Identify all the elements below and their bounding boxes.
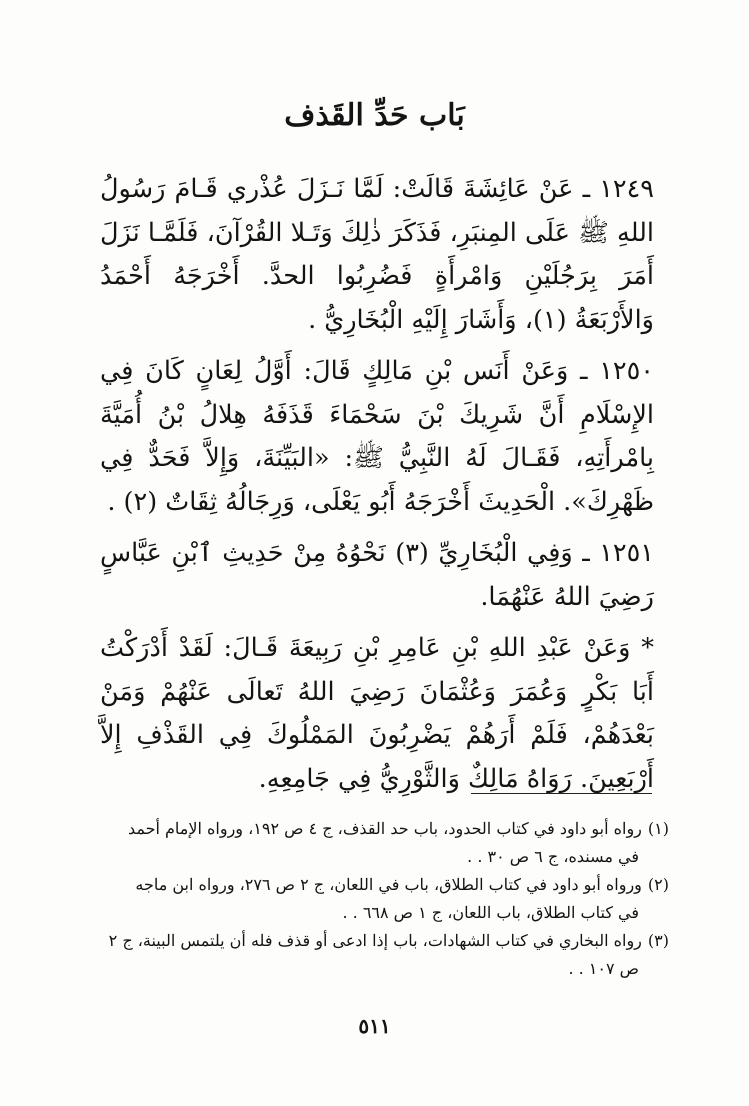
footnote-number: (٣): [647, 931, 669, 950]
chapter-title: بَاب حَدِّ القَذف: [284, 98, 465, 133]
footnote-item: [100, 815, 669, 871]
footnote-text-continued: ص ١٠٧ . .: [568, 959, 639, 978]
footnote-text-continued: في مسنده، ج ٦ ص ٣٠ . .: [467, 847, 639, 866]
footnote-item: [100, 927, 669, 983]
footnotes: [100, 815, 669, 983]
footnote-number: (٢): [647, 875, 669, 894]
footnote-text: رواه البخاري في كتاب الشهادات، باب إذا ادعى أو قذف فله أن يلتمس البينة، ج ٢: [108, 931, 642, 950]
hadith-1249: ١٢٤٩ ـ عَنْ عَائِشَةَ قَالَتْ: لَمَّا نَـزَلَ عُذْري قَـامَ رَسُولُ اللهِ ﷺ عَلَى المِنبَرِ، فَذَكَرَ ذٰلِكَ وَتَـلا القُرْآنَ، فَلَمَّـا نَزَلَ أَمَرَ بِرَجُلَيْنِ وَامْرأَةٍ فَضُرِبُوا الحدَّ. أَخْرَجَهُ أَحْمَدُ وَالأَرْبَعَةُ (١)، وَأَشَارَ إِلَيْهِ الْبُخَارِيُّ .: [100, 174, 654, 335]
hadith-1251: ١٢٥١ ـ وَفِي الْبُخَارِيِّ (٣) نَحْوُهُ مِنْ حَدِيثِ ٱبْنِ عَبَّاسٍ رَضِيَ اللهُ عَنْهُمَا.: [100, 538, 654, 612]
main-text: [100, 168, 654, 801]
page-number: ٥١١: [358, 1014, 391, 1038]
footnote-number: (١): [647, 819, 669, 838]
hadith-1250: ١٢٥٠ ـ وَعَنْ أَنَس بْنِ مَالِكٍ قَالَ: أَوَّلُ لِعَانٍ كَانَ فِي الإِسْلَامِ أَنَّ شَرِيكَ بْنَ سَحْمَاءَ قَذَفَهُ هِلالُ بْنُ أُمَيَّةَ بِامْرأَتِهِ، فَقَـالَ لَهُ النَّبِيُّ ﷺ: «البَيِّنَةَ، وَإِلاَّ فَحَدٌّ فِي ظَهْرِكَ». الْحَدِيثَ أَخْرَجَهُ أَبُو يَعْلَى، وَرِجَالُهُ ثِقَاتٌ (٢) .: [100, 356, 654, 517]
footnote-text: رواه أبو داود في كتاب الحدود، باب حد القذف، ج ٤ ص ١٩٢، ورواه الإمام أحمد: [127, 819, 642, 838]
footnote-item: [100, 871, 669, 927]
athar-abdullah-ibn-amir: * وَعَنْ عَبْدِ اللهِ بْنِ عَامِرِ بْنِ رَبِيعَةَ قَـالَ: لَقَدْ أَدْرَكْتُ أَبَا بَكْرٍ وَعُمَرَ وَعُثْمَانَ رَضِيَ اللهُ تَعالَى عَنْهُمْ وَمَنْ بَعْدَهُمْ، فَلَمْ أَرَهُمْ يَضْرِبُونَ المَمْلُوكَ فِي القَذْفِ إِلاَّ أَرْبَعِينَ. رَوَاهُ مَالِكٌ وَالثَّوْرِيُّ فِي جَامِعِهِ.: [100, 633, 654, 794]
footnote-divider: [471, 793, 652, 794]
footnote-text-continued: في كتاب الطلاق، باب اللعان، ج ١ ص ٦٦٨ . .: [342, 903, 639, 922]
footnote-text: ورواه أبو داود في كتاب الطلاق، باب في اللعان، ج ٢ ص ٢٧٦، ورواه ابن ماجه: [135, 875, 642, 894]
